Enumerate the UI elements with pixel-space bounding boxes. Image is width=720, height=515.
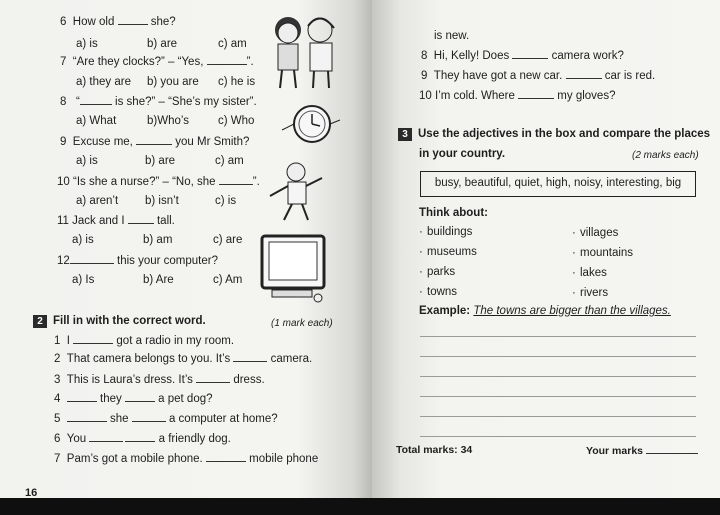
think-item-lakes: · lakes (572, 267, 607, 279)
q7-option-c[interactable]: c) he is (218, 76, 256, 88)
answer-blank[interactable] (512, 48, 548, 59)
continued-line: is new. (434, 30, 470, 42)
think-item-mountains: · mountains (572, 247, 634, 259)
right-question-8: 8 Hi, Kelly! Does camera work? (421, 50, 624, 62)
answer-blank[interactable] (125, 431, 155, 442)
answer-blank[interactable] (518, 88, 554, 99)
left-page (0, 0, 372, 498)
fill-item-1: 1 I got a radio in my room. (54, 335, 235, 347)
answer-blank[interactable] (67, 411, 107, 422)
answer-blank[interactable] (206, 451, 246, 462)
think-item-buildings: · buildings (419, 226, 473, 238)
section-3-marks: (2 marks each) (632, 150, 699, 161)
q8-option-b[interactable]: b)Who’s (147, 115, 189, 127)
answer-blank[interactable] (70, 253, 114, 264)
total-marks: Total marks: 34 (396, 444, 473, 456)
q11-option-a[interactable]: a) is (72, 234, 94, 246)
q6-option-c[interactable]: c) am (218, 38, 247, 50)
adjectives-box: busy, beautiful, quiet, high, noisy, interesting, big (420, 171, 696, 197)
q7-option-a[interactable]: a) they are (76, 76, 131, 88)
answer-blank[interactable] (89, 431, 123, 442)
section-2-marks: (1 mark each) (271, 318, 333, 329)
answer-blank[interactable] (125, 391, 155, 402)
fill-item-7: 7 Pam’s got a mobile phone. mobile phone (54, 453, 319, 465)
section-2-header: 2 Fill in with the correct word. (33, 314, 206, 328)
answer-blank[interactable] (128, 213, 154, 224)
writing-line-2[interactable] (420, 356, 696, 357)
q9-option-b[interactable]: b) are (145, 155, 176, 167)
q6-option-a[interactable]: a) is (76, 38, 98, 50)
q10-option-a[interactable]: a) aren’t (76, 195, 119, 207)
q11-option-b[interactable]: b) am (143, 234, 173, 246)
writing-line-4[interactable] (420, 396, 696, 397)
writing-line-6[interactable] (420, 436, 696, 437)
question-12: 12 this your computer? (57, 255, 218, 267)
answer-blank[interactable] (196, 372, 230, 383)
fill-item-3: 3 This is Laura’s dress. It’s dress. (54, 374, 265, 386)
q9-option-a[interactable]: a) is (76, 155, 98, 167)
writing-line-5[interactable] (420, 416, 696, 417)
question-6: 6 How old she? (60, 16, 176, 28)
think-item-museums: · museums (419, 246, 477, 258)
question-10: 10 “Is she a nurse?” – “No, she ”. (57, 176, 260, 188)
fill-item-5: 5 she a computer at home? (54, 413, 278, 425)
q12-option-c[interactable]: c) Am (213, 274, 243, 286)
q12-option-b[interactable]: b) Are (143, 274, 174, 286)
clock-illustration (278, 100, 342, 150)
think-about-label: Think about: (419, 207, 488, 219)
think-item-parks: · parks (419, 266, 456, 278)
your-marks: Your marks (586, 443, 698, 458)
section-3-header: 3 Use the adjectives in the box and compare the places (398, 127, 710, 141)
think-item-villages: · villages (572, 227, 619, 239)
answer-blank[interactable] (566, 68, 602, 79)
answer-blank[interactable] (132, 411, 166, 422)
q11-option-c[interactable]: c) are (213, 234, 243, 246)
boy-and-girl-illustration (258, 8, 350, 90)
answer-blank[interactable] (118, 14, 148, 25)
answer-blank[interactable] (136, 134, 172, 145)
computer-illustration (258, 232, 332, 304)
fill-item-6: 6 You a friendly dog. (54, 433, 231, 445)
q10-option-c[interactable]: c) is (215, 195, 237, 207)
right-question-9: 9 They have got a new car. car is red. (421, 70, 656, 82)
q7-option-b[interactable]: b) you are (147, 76, 199, 88)
fill-item-2: 2 That camera belongs to you. It’s camera. (54, 353, 313, 365)
q10-option-b[interactable]: b) isn’t (145, 195, 179, 207)
fill-item-4: 4 they a pet dog? (54, 393, 213, 405)
question-11: 11 Jack and I tall. (57, 215, 175, 227)
your-marks-blank[interactable] (646, 443, 698, 454)
question-7: 7 “Are they clocks?” – “Yes, ”. (60, 56, 254, 68)
writing-line-3[interactable] (420, 376, 696, 377)
answer-blank[interactable] (219, 174, 253, 185)
q6-option-b[interactable]: b) are (147, 38, 178, 50)
question-8: 8 “ is she?” – “She’s my sister”. (60, 96, 257, 108)
answer-blank[interactable] (233, 351, 267, 362)
scan-bottom-edge (0, 498, 720, 515)
example-sentence: Example: The towns are bigger than the villages. (419, 305, 671, 317)
think-item-towns: · towns (419, 286, 458, 298)
q8-option-a[interactable]: a) What (76, 115, 117, 127)
answer-blank[interactable] (80, 94, 112, 105)
page-number: 16 (25, 487, 38, 498)
think-item-rivers: · rivers (572, 287, 609, 299)
nurse-illustration (262, 160, 336, 222)
right-question-10: 10 I’m cold. Where my gloves? (419, 90, 616, 102)
q12-option-a[interactable]: a) Is (72, 274, 95, 286)
section-3-header-line2: in your country. (419, 148, 506, 160)
q9-option-c[interactable]: c) am (215, 155, 244, 167)
answer-blank[interactable] (67, 391, 97, 402)
writing-line-1[interactable] (420, 336, 696, 337)
answer-blank[interactable] (207, 54, 247, 65)
answer-blank[interactable] (73, 333, 113, 344)
q8-option-c[interactable]: c) Who (218, 115, 255, 127)
question-9: 9 Excuse me, you Mr Smith? (60, 136, 250, 148)
